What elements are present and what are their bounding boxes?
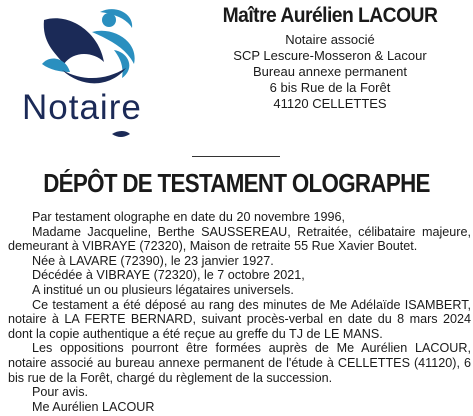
separator-rule — [192, 156, 280, 157]
notice-body — [8, 210, 471, 414]
paragraph-deposit: Ce testament a été déposé au rang des minutes de Me Adélaïde ISAMBERT, notaire à LA FERTE BERNARD, suivant procès-verbal en date du 8 mars 2024 dont la copie authentique a été reçue au greffe du TJ de LE MANS. — [8, 297, 471, 341]
header-line-city: 41120 CELLETTES — [273, 96, 387, 111]
header-line-office: Bureau annexe permanent — [253, 64, 407, 79]
header-line-firm: SCP Lescure-Mosseron & Lacour — [233, 48, 427, 63]
paragraph-death: Décédée à VIBRAYE (72320), le 7 octobre 2021, — [32, 268, 305, 283]
paragraph-testator: Madame Jacqueline, Berthe SAUSSEREAU, Retraitée, célibataire majeure, demeurant à VIBRAYE (72320), Maison de retraite 55 Rue Xavier Boutet. — [8, 224, 471, 254]
paragraph-legatees: A institué un ou plusieurs légataires universels. — [32, 282, 294, 297]
notary-name: Maître Aurélien LACOUR — [222, 4, 438, 27]
notice-title: DÉPÔT DE TESTAMENT OLOGRAPHE — [43, 168, 430, 198]
paragraph-signature: Me Aurélien LACOUR — [32, 399, 155, 414]
paragraph-oppositions: Les oppositions pourront être formées auprès de Me Aurélien LACOUR, notaire associé au bureau annexe permanent de l'étude à CELLETTES (41120), 6 bis rue de la Forêt, chargé du règlement de la succession. — [8, 341, 471, 385]
emblem-dot — [102, 13, 116, 27]
paragraph-testament-date: Par testament olographe en date du 20 novembre 1996, — [32, 210, 345, 224]
office-header — [200, 4, 460, 112]
paragraph-notice: Pour avis. — [32, 385, 88, 400]
paragraph-birth: Née à LAVARE (72390), le 23 janvier 1927. — [32, 253, 274, 268]
emblem-dark-shape — [44, 18, 104, 64]
header-line-street: 6 bis Rue de la Forêt — [269, 80, 391, 95]
emblem-underline — [112, 131, 130, 137]
notaire-logo — [14, 2, 184, 152]
notaire-emblem-icon — [14, 2, 184, 152]
header-line-title: Notaire associé — [285, 32, 375, 47]
emblem-curve — [62, 68, 126, 83]
logo-wordmark: Notaire — [22, 88, 142, 127]
